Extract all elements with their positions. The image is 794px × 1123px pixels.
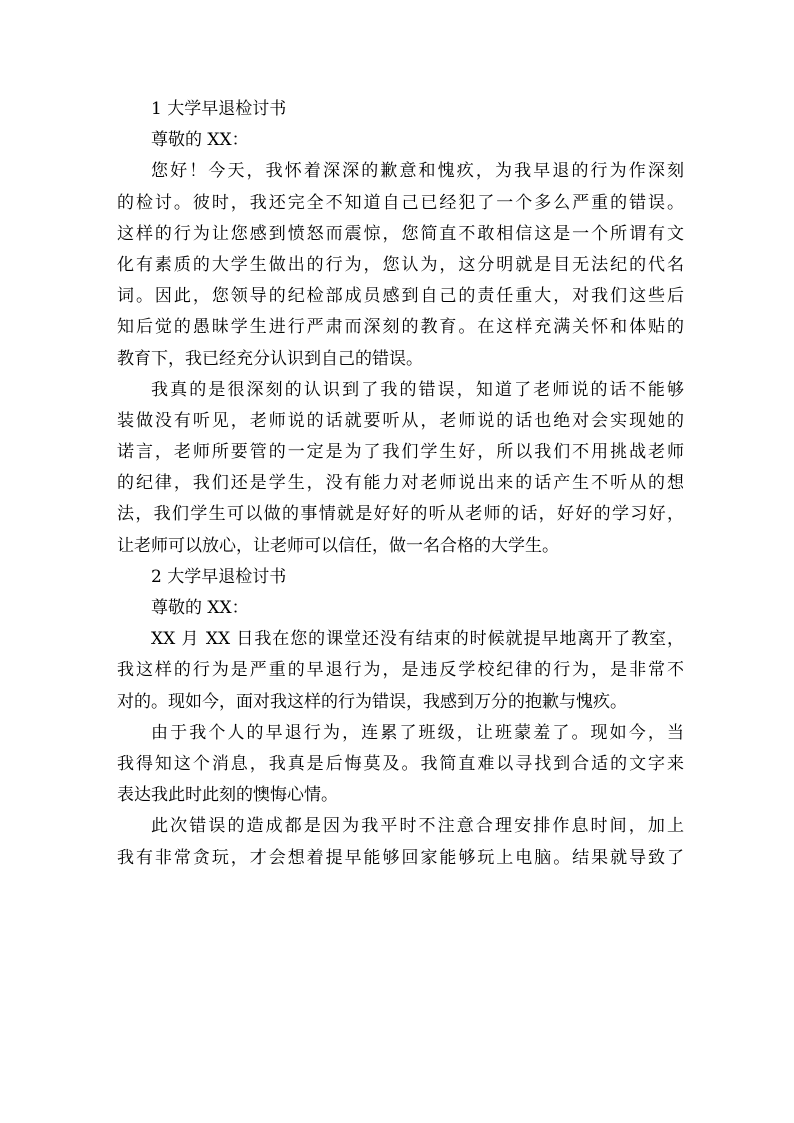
paragraph-line: 我有非常贪玩，才会想着提早能够回家能够玩上电脑。结果就导致了 bbox=[117, 847, 684, 868]
section-heading: 2 大学早退检讨书 bbox=[151, 566, 287, 587]
paragraph-line: 您好！今天，我怀着深深的歉意和愧疚，为我早退的行为作深刻 bbox=[151, 161, 684, 182]
paragraph-line: 此次错误的造成都是因为我平时不注意合理安排作息时间，加上 bbox=[151, 816, 684, 837]
document-body bbox=[117, 94, 684, 874]
paragraph-line: XX 月 XX 日我在您的课堂还没有结束的时候就提早地离开了教室， bbox=[151, 629, 684, 650]
paragraph-line: 诺言，老师所要管的一定是为了我们学生好，所以我们不用挑战老师 bbox=[117, 442, 684, 463]
paragraph-line: 装做没有听见，老师说的话就要听从，老师说的话也绝对会实现她的 bbox=[117, 410, 684, 431]
salutation: 尊敬的 XX： bbox=[151, 598, 249, 618]
paragraph-line: 这样的行为让您感到愤怒而震惊，您简直不敢相信这是一个所谓有文 bbox=[117, 223, 684, 244]
paragraph-line: 词。因此，您领导的纪检部成员感到自己的责任重大，对我们这些后 bbox=[117, 286, 684, 307]
paragraph-line: 的纪律，我们还是学生，没有能力对老师说出来的话产生不听从的想 bbox=[117, 473, 684, 494]
paragraph-line: 知后觉的愚昧学生进行严肃而深刻的教育。在这样充满关怀和体贴的 bbox=[117, 317, 684, 338]
paragraph-line: 的检讨。彼时，我还完全不知道自己已经犯了一个多么严重的错误。 bbox=[117, 192, 684, 213]
salutation: 尊敬的 XX： bbox=[151, 130, 249, 151]
paragraph-line: 我真的是很深刻的认识到了我的错误，知道了老师说的话不能够 bbox=[151, 379, 684, 400]
paragraph-line: 让老师可以放心，让老师可以信任，做一名合格的大学生。 bbox=[117, 535, 559, 556]
paragraph-line: 我得知这个消息，我真是后悔莫及。我简直难以寻找到合适的文字来 bbox=[117, 753, 684, 774]
paragraph-line: 我这样的行为是严重的早退行为，是违反学校纪律的行为，是非常不 bbox=[117, 660, 684, 681]
paragraph-line: 法，我们学生可以做的事情就是好好的听从老师的话，好好的学习好， bbox=[117, 504, 684, 525]
paragraph-line: 由于我个人的早退行为，连累了班级，让班蒙羞了。现如今，当 bbox=[151, 722, 684, 743]
paragraph-line: 对的。现如今，面对我这样的行为错误，我感到万分的抱歉与愧疚。 bbox=[117, 691, 627, 712]
paragraph-line: 表达我此时此刻的懊悔心情。 bbox=[117, 785, 338, 806]
paragraph-line: 化有素质的大学生做出的行为，您认为，这分明就是目无法纪的代名 bbox=[117, 254, 684, 275]
section-heading: 1 大学早退检讨书 bbox=[151, 99, 287, 119]
paragraph-line: 教育下，我已经充分认识到自己的错误。 bbox=[117, 348, 423, 369]
